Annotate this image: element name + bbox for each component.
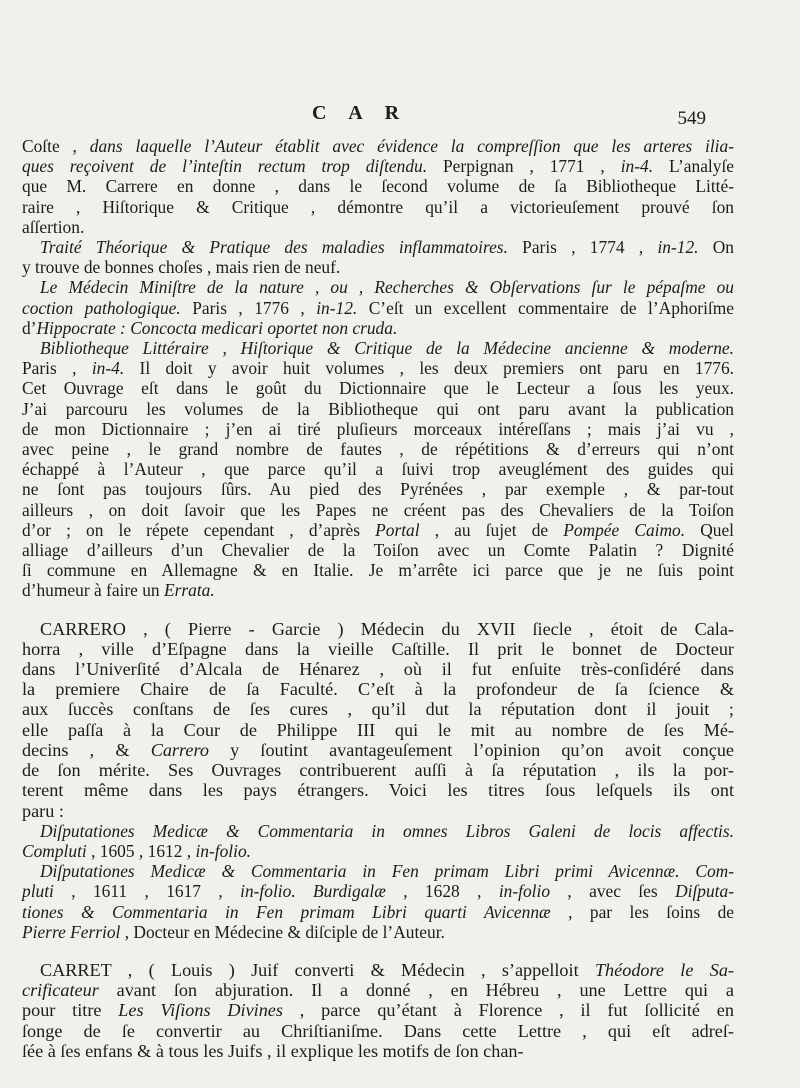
text-line: aux ſuccès conſtans de ſes cures , qu’il dut la réputation dont il jouit ; (22, 699, 734, 720)
text-line: de ſon mérite. Ses Ouvrages contribuerent auſſi à ſa réputation , ils la por- (22, 760, 734, 781)
text-line: que M. Carrere en donne , dans le ſecond volume de ſa Bibliotheque Litté- (22, 176, 734, 197)
text-line: échappé à l’Auteur , que parce qu’il a ſuivi trop aveuglément des guides qui (22, 459, 734, 480)
text-line: d’or ; on le répete cependant , d’après Portal , au ſujet de Pompée Caimo. Quel (22, 519, 734, 540)
text-line: Bibliotheque Littéraire , Hiſtorique & Critique de la Médecine ancienne & moderne. (40, 338, 734, 359)
page-number: 549 (677, 108, 706, 129)
text-line: ſée à ſes enfans & à tous les Juifs , il explique les motifs de ſon chan- (22, 1040, 524, 1061)
text-line: Coſte , dans laquelle l’Auteur établit avec évidence la compreſſion que les arteres ilia- (22, 136, 734, 156)
text-line: Diſputationes Medicæ & Commentaria in Fen primam Libri primi Avicennæ. Com- (40, 861, 734, 882)
text-line: ſonge de ſe convertir au Chriſtianiſme. Dans cette Lettre , qui eſt adreſ- (22, 1020, 734, 1041)
text-line: Cet Ouvrage eſt dans le goût du Dictionnaire que le Lecteur a ſous les yeux. (22, 378, 734, 399)
text-line: de mon Dictionnaire ; j’en ai tiré pluſieurs morceaux intéreſſans ; mais j’ai vu , (22, 418, 734, 439)
text-line: Le Médecin Miniſtre de la nature , ou , Recherches & Obſervations ſur le pépaſme ou (40, 277, 734, 298)
text-line: la premiere Chaire de ſa Faculté. C’eſt à la profondeur de ſa ſcience & (22, 679, 734, 700)
paragraph-bibliotheque-litteraire (22, 338, 734, 601)
page-body (22, 136, 734, 1061)
text-line: J’ai parcouru les volumes de la Bibliotheque qui ont paru avant la publication (22, 398, 734, 419)
text-line: Traité Théorique & Pratique des maladies inflammatoires. Paris , 1774 , in-12. On (40, 237, 735, 258)
running-title: C A R (311, 102, 409, 124)
text-line: Diſputationes Medicæ & Commentaria in omnes Libros Galeni de locis affectis. (40, 820, 734, 841)
paragraph-coste-continued (22, 136, 734, 237)
text-line: CARRET , ( Louis ) Juif converti & Médecin , s’appelloit Théodore le Sa- (40, 959, 734, 980)
text-line: crificateur avant ſon abjuration. Il a donné , en Hébreu , une Lettre qui a (22, 980, 734, 1001)
running-header (0, 102, 800, 130)
paragraph-gap (22, 942, 734, 960)
text-line: pluti , 1611 , 1617 , in-folio. Burdigalæ , 1628 , in-folio , avec ſes Diſputa- (22, 881, 734, 902)
text-line: pour titre Les Viſions Divines , parce qu’étant à Florence , il fut ſollicité en (22, 1000, 734, 1021)
text-line: ailleurs , on doit ſavoir que les Papes ne créent pas des Chevaliers de la Toiſon (22, 499, 734, 520)
text-line: y trouve de bonnes choſes , mais rien de neuf. (22, 257, 341, 278)
paragraph-medecin-ministre (22, 277, 734, 338)
paragraph-traite-theorique (22, 237, 734, 277)
text-line: horra , ville d’Eſpagne dans la vieille Caſtille. Il prit le bonnet de Docteur (22, 638, 734, 659)
paragraph-gap (22, 601, 734, 619)
text-line: avec peine , le grand nombre de fautes , de répétitions & d’erreurs qui n’ont (22, 439, 734, 460)
paragraph-disputationes-2 (22, 861, 734, 942)
text-line: ne ſont pas toujours ſûrs. Au pied des Pyrénées , par exemple , & par-tout (22, 479, 734, 500)
text-line: terent même dans les pays étrangers. Voici les titres ſous leſquels ils ont (22, 780, 734, 801)
text-line: raire , Hiſtorique & Critique , démontre qu’il a victorieuſement prouvé ſon (22, 196, 734, 217)
text-line: CARRERO , ( Pierre - Garcie ) Médecin du XVII ſiecle , étoit de Cala- (40, 618, 734, 639)
text-line: d’Hippocrate : Concocta medicari oportet non cruda. (22, 317, 398, 338)
text-line: decins , & Carrero y ſoutint avantageuſement l’opinion qu’on avoit conçue (22, 739, 734, 760)
paragraph-disputationes-1 (22, 821, 734, 861)
paragraph-carret-entry (22, 960, 734, 1061)
text-line: dans l’Univerſité d’Alcala de Hénarez , où il fut enſuite très-conſidéré dans (22, 659, 734, 680)
text-line: aſſertion. (22, 216, 85, 237)
text-line: tiones & Commentaria in Fen primam Libri quarti Avicennæ , par les ſoins de (22, 901, 734, 922)
text-line: alliage d’ailleurs d’un Chevalier de la Toiſon avec un Comte Palatin ? Dignité (22, 540, 734, 561)
text-line: Compluti , 1605 , 1612 , in-folio. (22, 840, 252, 861)
text-line: Pierre Ferriol , Docteur en Médecine & diſciple de l’Auteur. (22, 921, 445, 942)
text-line: Paris , in-4. Il doit y avoir huit volumes , les deux premiers ont paru en 1776. (22, 358, 734, 379)
text-line: d’humeur à faire un Errata. (22, 580, 215, 601)
text-line: coction pathologique. Paris , 1776 , in-12. C’eſt un excellent commentaire de l’Aphoriſme (22, 297, 734, 318)
text-line: ques reçoivent de l’inteſtin rectum trop diſtendu. Perpignan , 1771 , in-4. L’analyſe (22, 156, 735, 177)
text-line: paru : (22, 800, 64, 821)
paragraph-carrero-entry (22, 619, 734, 821)
text-line: ſi commune en Allemagne & en Italie. Je m’arrête ici parce que je ne ſuis point (22, 560, 734, 581)
text-line: elle paſſa à la Cour de Philippe III qui le mit au nombre de ſes Mé- (22, 719, 734, 740)
